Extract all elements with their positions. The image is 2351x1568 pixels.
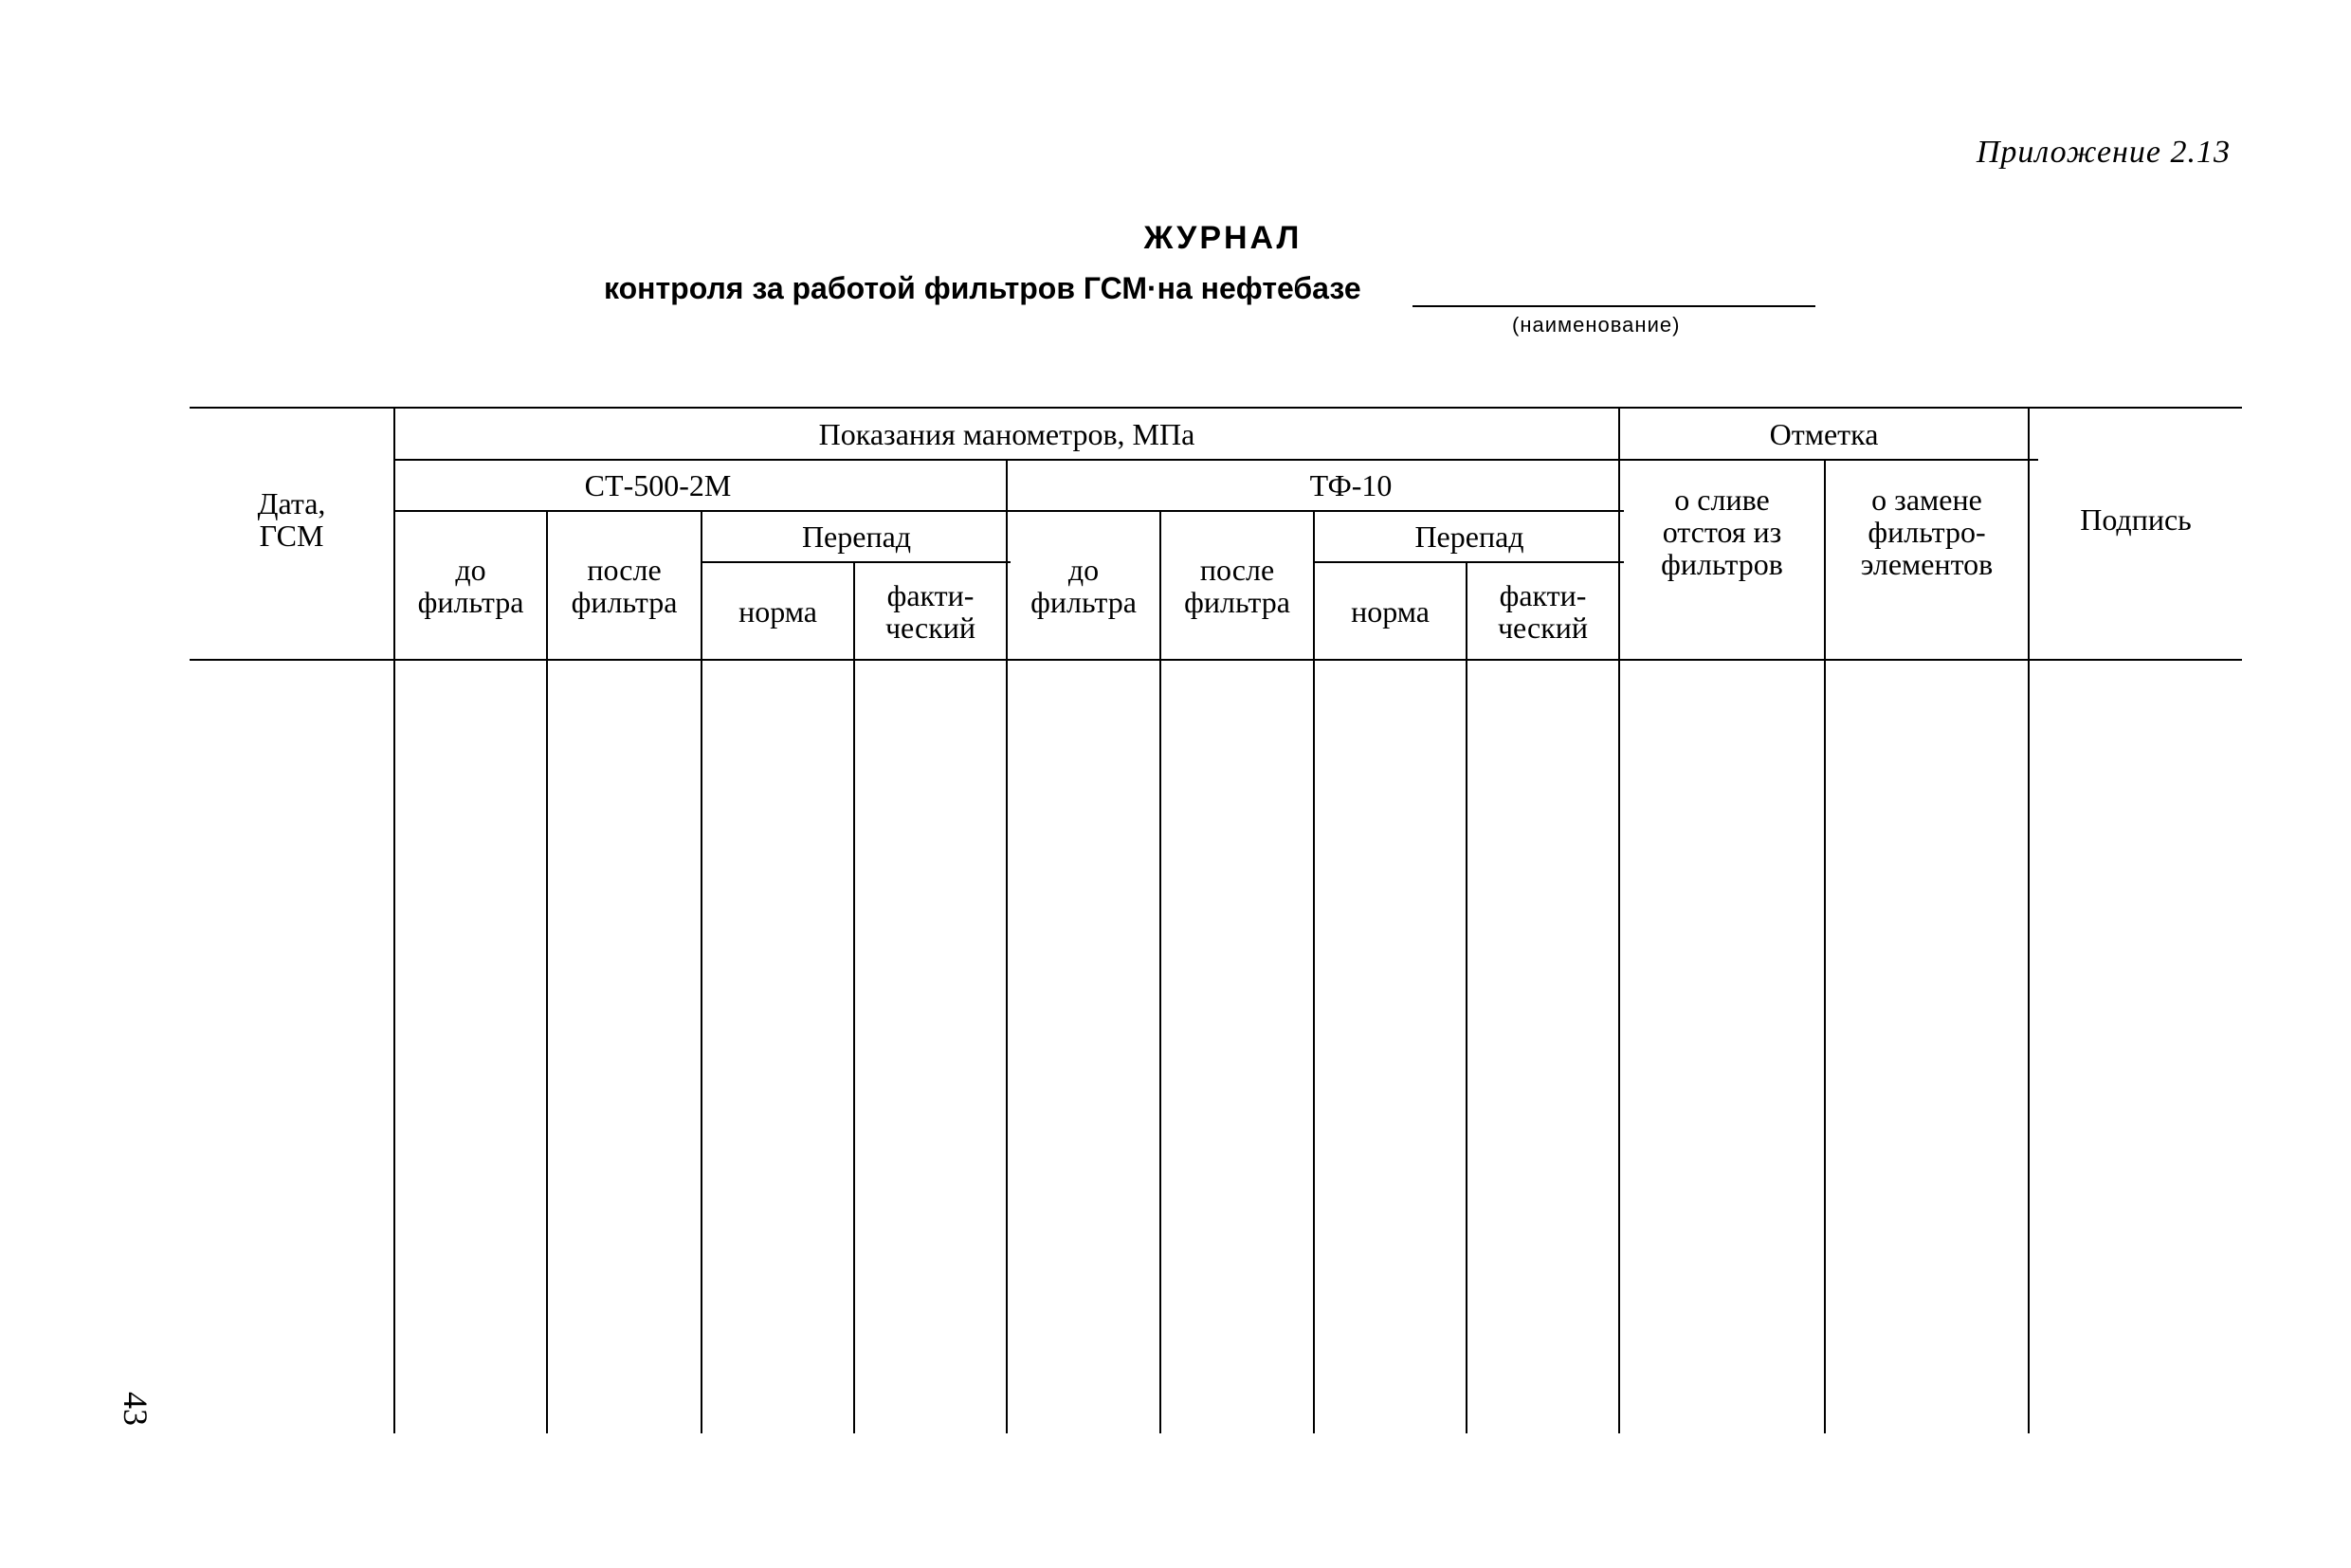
- header-actual-2: факти- ческий: [1497, 577, 1589, 645]
- header-drop-1: Перепад: [801, 520, 912, 554]
- col-divider: [1466, 561, 1467, 1433]
- document-subtitle: контроля за работой фильтров ГСМ·на нефтебазе: [604, 271, 1361, 305]
- appendix-label: Приложение 2.13: [1976, 135, 2231, 170]
- header-before-filter-2: до фильтра: [1030, 552, 1137, 619]
- header-drop-2: Перепад: [1414, 520, 1524, 554]
- header-signature: Подпись: [2080, 502, 2192, 537]
- header-gauges: Показания манометров, МПа: [818, 416, 1195, 451]
- header-filter-st500: СТ-500-2М: [584, 468, 732, 502]
- header-sludge-drain: о сливе отстоя из фильтров: [1661, 482, 1783, 581]
- header-before-filter-1: до фильтра: [417, 552, 524, 619]
- page-number: 43: [117, 1392, 155, 1426]
- table-header-bottom: [190, 659, 2242, 661]
- name-blank-line: [1412, 305, 1815, 307]
- header-norm-2: норма: [1351, 593, 1430, 629]
- header-filter-tf10: ТФ-10: [1309, 468, 1393, 502]
- header-actual-1: факти- ческий: [884, 577, 976, 645]
- name-caption: (наименование): [1512, 313, 1681, 337]
- header-after-filter-2: после фильтра: [1184, 552, 1290, 619]
- header-element-replace: о замене фильтро- элементов: [1860, 482, 1994, 581]
- header-date: Дата, ГСМ: [257, 486, 326, 553]
- document-title: ЖУРНАЛ: [1143, 220, 1303, 256]
- header-norm-1: норма: [738, 593, 817, 629]
- col-divider: [853, 561, 855, 1433]
- header-after-filter-1: после фильтра: [571, 552, 678, 619]
- header-mark: Отметка: [1769, 416, 1879, 451]
